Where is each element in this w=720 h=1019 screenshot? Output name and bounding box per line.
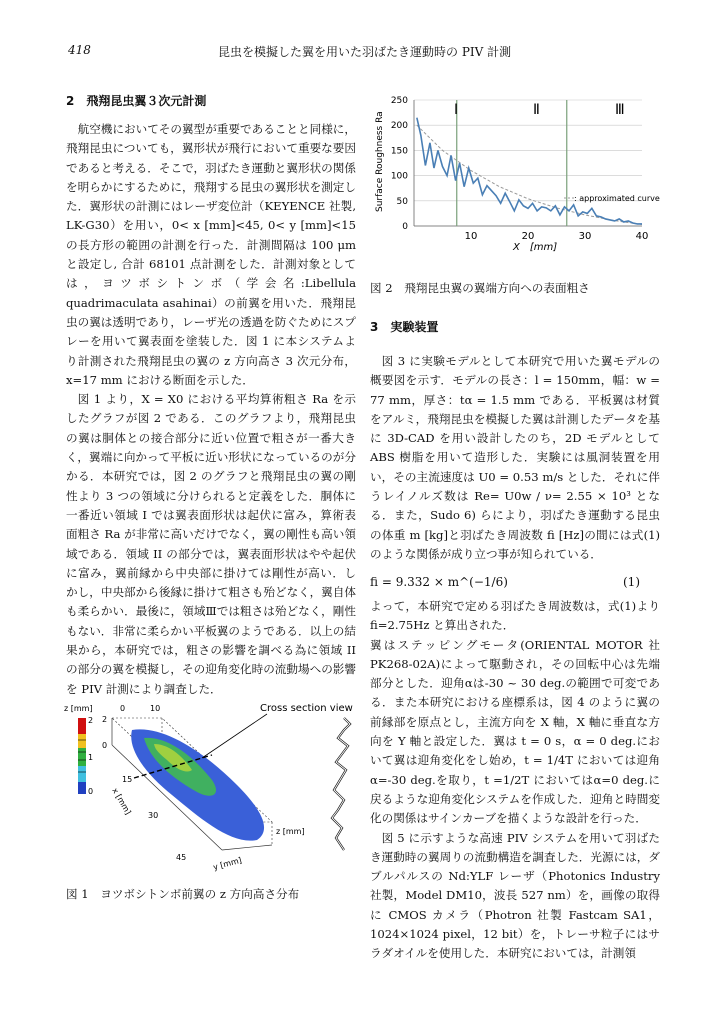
section-3-paragraph-1: 図 3 に実験モデルとして本研究で用いた翼モデルの概要図を示す．モデルの長さ：l = 150mm，幅：w = 77 mm，厚さ：tα = 1.5 mm である．平板翼は材質をアルミ，飛翔昆虫を模擬した翼は計測したデータを基に 3D-CAD を用い設計したのち，2D モデルとして ABS 樹脂を用いて造形した．実験には風洞装置を用い，その主流速度は U0 = 0.53 m/s とした．それに伴うレイノルズ数は Re= U0w / ν= 2.55 × 10³ となる．また，Sudo 6) らにより，羽ばたき運動する昆虫の体重 m [kg]と羽ばたき周波数 fi [Hz]の間には式(1)のような関係が成り立つ事が知られている．: [370, 354, 660, 561]
y-tick-label: 250: [390, 96, 408, 106]
colorbar-title: z [mm]: [64, 704, 93, 713]
y-tick-label: 50: [396, 196, 408, 207]
colorbar-tick: 2: [88, 716, 94, 725]
section-3-heading: 3 実験装置: [370, 320, 439, 334]
y-axis-label: Surface Roughness Ra: [375, 111, 385, 212]
region-label-3: Ⅲ: [615, 102, 625, 118]
z-axis-label: z [mm]: [276, 827, 305, 836]
page-number: 418: [68, 43, 91, 57]
equation-text: fi = 9.332 × m^(−1/6): [370, 575, 508, 589]
x-axis-tick: 45: [176, 853, 187, 862]
y-tick-label: 0: [402, 222, 408, 232]
figure-1: [62, 700, 362, 880]
section-2-body: [66, 120, 356, 699]
x-axis-tick: 30: [148, 811, 159, 820]
section-3-paragraph-2: よって，本研究で定める羽ばたき周波数は，式(1)より fi=2.75Hz と算出された．: [370, 599, 660, 633]
x-tick-label: 10: [464, 231, 478, 242]
z-axis-tick: 2: [102, 715, 108, 724]
region-label-1: Ⅰ: [454, 102, 459, 118]
legend-label: : approximated curve: [574, 194, 660, 203]
colorbar-tick: 0: [88, 787, 94, 796]
roughness-series: [417, 118, 642, 224]
x-tick-label: 30: [578, 231, 592, 242]
annotation-arrow: [202, 714, 267, 758]
x-axis-label: x [mm]: [110, 786, 133, 817]
section-2-heading: 2 飛翔昆虫翼３次元計測: [66, 94, 207, 108]
section-2-paragraph-2: 図 1 より，X = X0 における平均算術粗さ Ra を示したグラフが図 2 である．このグラフより，飛翔昆虫の翼は胴体との接合部分に近い位置で粗さが一番大きく，翼端に向かって平板に近い形状になっているのが分かる．本研究では，図 2 のグラフと飛翔昆虫の翼の剛性より 3 つの領域に分けられると定義をした．胴体に一番近い領域 I では翼表面形状は起伏に富み，算術表面粗さ Ra が非常に高いだけでなく，翼の剛性も高い領域である．領域 II の部分では，翼表面形状はやや起伏に富み，翼前縁から中央部に掛けては剛性が高い．しかし，中央部から後縁に掛けて粗さも殆どなく，翼自体も柔らかい．最後に，領域Ⅲでは粗さは殆どなく，剛性もない．非常に柔らかい平板翼のようである．以上の結果から，本研究では，粗さの影響を調べる為に領域 II の部分の翼を模擬し，その迎角変化時の流動場への影響を PIV 計測により調査した．: [66, 392, 356, 696]
figure-2-caption: 図 2 飛翔昆虫翼の翼端方向への表面粗さ: [370, 281, 590, 295]
region-label-2: Ⅱ: [533, 102, 540, 118]
approximated-curve-series: [417, 125, 642, 224]
equation-1: [370, 575, 660, 589]
section-2-paragraph-1: 航空機においてその翼型が重要であることと同様に，飛翔昆虫についても，翼形状が飛行において重要な要因であると考える．そこで，羽ばたき運動と翼形状の関係を明らかにするために，飛翔する昆虫の翼形状を測定した．翼形状の計測にはレーザ変位計（KEYENCE 社製, LK-G30）を用い，0< x [mm]<45, 0< y [mm]<15 の長方形の範囲の計測を行った．計測間隔は 100 μm と設定し, 合計 68101 点計測をした．計測対象としては，ヨツボシトンボ（学会名:Libellula quadrimaculata asahinai）の前翼を用いた．飛翔昆虫の翼は透明であり，レーザ光の透過を防ぐためにスプレーを用いて翼表面を塗装した．図 1 に本システムより計測された飛翔昆虫の翼の z 方向高さ 3 次元分布，x=17 mm における断面を示した．: [66, 122, 356, 387]
x-axis-tick: 15: [122, 775, 133, 784]
x-tick-label: 20: [521, 231, 535, 242]
cross-section-label: Cross section view: [260, 703, 353, 714]
colorbar-tick: 1: [88, 753, 94, 762]
section-3-paragraph-4: 図 5 に示すような高速 PIV システムを用いて羽ばたき運動時の翼周りの流動構造を調査した．光源には，ダブルパルスの Nd:YLF レーザ（Photonics Industry 社製，Model DM10，波長 527 nm）を，画像の取得に CMOS カメラ（Photron 社製 Fastcam SA1，1024×1024 pixel，12 bit）を，トレーサ粒子にはサラダオイルを使用した．本研究においては，計測領: [370, 830, 660, 961]
top-axis-tick: 10: [150, 704, 161, 713]
colorbar: [78, 718, 86, 794]
equation-number: (1): [623, 575, 640, 589]
section-3-body-2: [370, 597, 660, 964]
z-axis-tick: 0: [102, 741, 108, 750]
y-tick-label: 150: [390, 146, 408, 157]
y-axis-label: y [mm]: [212, 855, 243, 872]
y-tick-label: 200: [390, 121, 408, 132]
y-tick-label: 100: [390, 171, 408, 182]
top-axis-tick: 0: [120, 704, 126, 713]
running-title: 昆虫を模擬した翼を用いた羽ばたき運動時の PIV 計測: [218, 45, 512, 59]
figure-2-chart: [370, 92, 660, 267]
section-3-paragraph-3: 翼はステッピングモータ(ORIENTAL MOTOR 社 PK268-02A)によって駆動され，その回転中心は先端部分とした．迎角αは-30 ~ 30 deg.の範囲で可変である．また本研究における座標系は，図 4 のように翼の前縁部を原点とし，主流方向を X 軸，X 軸に垂直な方向を Y 軸と設定した．翼は t = 0 s，α = 0 deg.において翼は迎角変化をし始め，t = 1/4T においては迎角α=-30 deg.を取り，t =1/2T においてはα=0 deg.に戻るような迎角変化システムを作成した．迎角と時間変化の関係はサインカーブを描くような設計を行った．: [370, 637, 660, 826]
x-tick-label: 40: [635, 231, 649, 242]
x-axis-label: X [mm]: [513, 242, 558, 253]
section-3-body-1: [370, 352, 660, 564]
figure-1-caption: 図 1 ヨツボシトンボ前翼の z 方向高さ分布: [66, 887, 300, 901]
